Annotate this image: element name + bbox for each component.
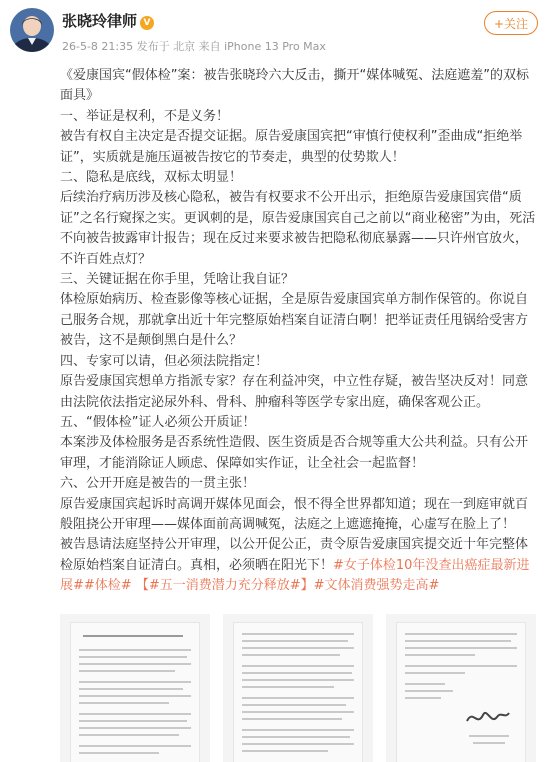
section-heading-1: 一、举证是权利，不是义务！	[60, 108, 230, 124]
document-image	[70, 622, 200, 762]
verified-badge-icon: V	[140, 16, 154, 30]
closing-text: 被告恳请法庭坚持公开审理，以公开促公正，责令原告爱康国宾提交近十年完整体检原始档案自证清白。真相，必须晒在阳光下！	[60, 537, 529, 573]
signature-mark	[463, 703, 511, 731]
section-body-1: 被告有权自主决定是否提交证据。原告爱康国宾把“审慎行使权利”歪曲成“拒绝举证”，实质就是施压逼被告按它的节奏走，典型的仗势欺人！	[60, 129, 523, 165]
section-body-3: 体检原始病历、检查影像等核心证据，全是原告爱康国宾单方制作保管的。你说自己服务合规，那就拿出近十年完整原始档案自证清白啊！把举证责任甩锅给受害方被告，这不是颠倒黑白是什么？	[60, 292, 529, 349]
section-heading-2: 二、隐私是底线，双标太明显！	[60, 170, 243, 186]
hashtag-link-2[interactable]: #体检#	[83, 578, 132, 594]
document-image	[233, 622, 363, 762]
section-body-5: 本案涉及体检服务是否系统性造假、医生资质是否合规等重大公共利益。只有公开审理，才能消除证人顾虑、保障如实作证，让全社会一起监督！	[60, 435, 529, 471]
author-name-text: 张晓玲律师	[62, 12, 138, 30]
hashtag-link-3[interactable]: 【#五一消费潜力充分释放#】	[135, 578, 314, 594]
post-header	[0, 0, 550, 62]
follow-button[interactable]: +关注	[484, 11, 538, 35]
section-heading-4: 四、专家可以请，但必须法院指定！	[60, 353, 269, 369]
section-body-2: 后续治疗病历涉及核心隐私，被告有权要求不公开出示，拒绝原告爱康国宾借“质证”之名行窥探之实。更讽刺的是，原告爱康国宾自己之前以“商业秘密”为由，死活不向被告披露审计报告；现在反过来要求被告把隐私彻底暴露——只许州官放火，不许百姓点灯？	[60, 190, 536, 267]
section-body-4: 原告爱康国宾想单方指派专家？存在利益冲突，中立性存疑，被告坚决反对！同意由法院依法指定泌尿外科、骨科、肿瘤科等医学专家出庭，确保客观公正。	[60, 374, 529, 410]
post-content	[60, 66, 540, 597]
section-heading-3: 三、关键证据在你手里，凭啥让我自证？	[60, 272, 295, 288]
image-thumbnail-2[interactable]	[223, 614, 373, 762]
hashtag-link-1[interactable]: #女子体检10年没查出癌症最新进展#	[60, 557, 530, 594]
section-body-6: 原告爱康国宾起诉时高调开媒体见面会，恨不得全世界都知道；现在一到庭审就百般阻挠公开审理——媒体面前高调喊冤，法庭之上遮遮掩掩，心虚写在脸上了！	[60, 496, 529, 532]
hashtag-link-4[interactable]: #文体消费强势走高#	[313, 578, 440, 594]
document-image	[396, 622, 526, 762]
section-heading-5: 五、“假体检”证人必须公开质证！	[60, 414, 256, 430]
post-title: 《爱康国宾“假体检”案：被告张晓玲六大反击，撕开“媒体喊冤、法庭遮羞”的双标面具》	[60, 68, 529, 104]
closing-paragraph	[60, 535, 540, 596]
section-heading-6: 六、公开开庭是被告的一贯主张！	[60, 476, 256, 492]
image-thumbnail-3[interactable]	[386, 614, 536, 762]
image-grid	[60, 614, 536, 762]
post-meta: 26-5-8 21:35 发布于 北京 来自 iPhone 13 Pro Max	[62, 40, 326, 53]
avatar[interactable]	[10, 8, 54, 52]
author-name[interactable]	[62, 10, 154, 31]
image-thumbnail-1[interactable]	[60, 614, 210, 762]
